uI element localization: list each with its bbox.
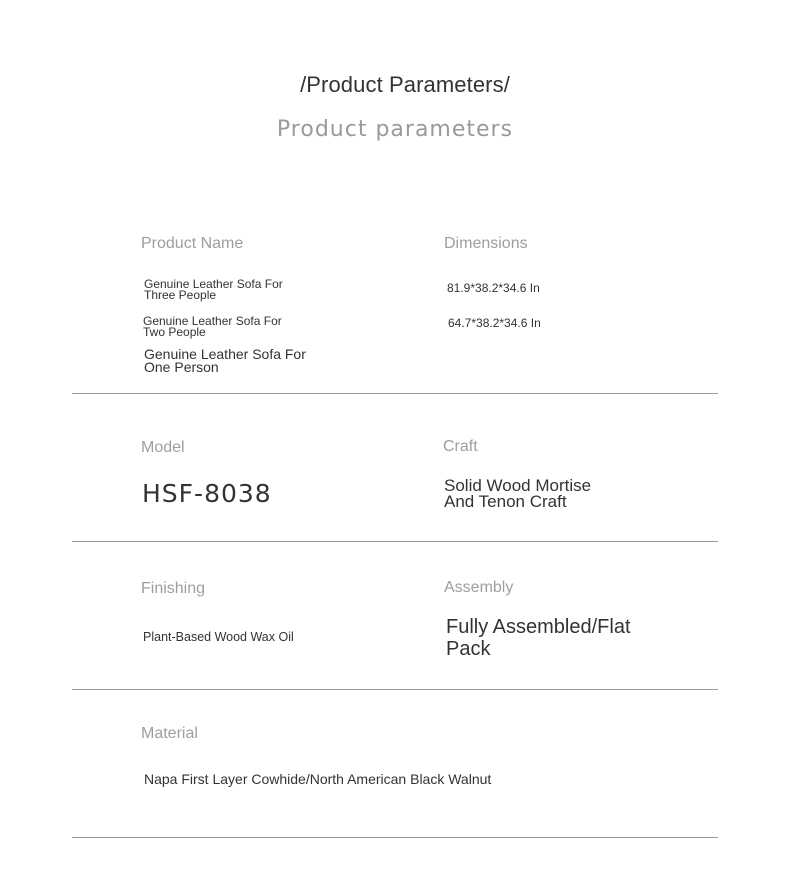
product-name-value-2: [143, 316, 282, 338]
assembly-label: Assembly: [444, 579, 514, 596]
page-subtitle: Product parameters: [276, 117, 514, 142]
divider-1: [72, 393, 718, 394]
material-label: Material: [141, 725, 198, 742]
finishing-label: Finishing: [141, 580, 206, 597]
model-label: Model: [141, 439, 185, 456]
assembly-value-line-1: Fully Assembled/Flat: [446, 616, 631, 638]
craft-value: [444, 478, 591, 510]
product-name-value-1-line-2: Three People: [144, 288, 217, 302]
page-title: /Product Parameters/: [300, 72, 510, 97]
divider-2: [72, 541, 718, 542]
assembly-value-line-2: Pack: [446, 638, 491, 660]
assembly-value: [446, 616, 631, 660]
divider-3: [72, 689, 718, 690]
model-value: HSF-8038: [142, 479, 272, 508]
product-name-value-1: [144, 279, 283, 301]
dimensions-label: Dimensions: [444, 235, 528, 252]
product-name-value-3-line-1: Genuine Leather Sofa For: [144, 346, 306, 362]
dimensions-value-2: 64.7*38.2*34.6 In: [448, 316, 541, 330]
product-name-value-3-line-2: One Person: [144, 359, 219, 375]
finishing-value: Plant-Based Wood Wax Oil: [143, 630, 294, 644]
material-value: Napa First Layer Cowhide/North American Black Walnut: [144, 771, 492, 787]
craft-label: Craft: [443, 438, 478, 455]
product-name-value-1-line-1: Genuine Leather Sofa For: [144, 277, 283, 291]
dimensions-value-1: 81.9*38.2*34.6 In: [447, 281, 540, 295]
product-name-label: Product Name: [141, 235, 244, 252]
product-name-value-3: [144, 348, 306, 374]
craft-value-line-1: Solid Wood Mortise: [444, 476, 592, 495]
product-name-value-2-line-2: Two People: [143, 325, 206, 339]
craft-value-line-2: And Tenon Craft: [444, 492, 567, 511]
divider-4: [72, 837, 718, 838]
product-name-value-2-line-1: Genuine Leather Sofa For: [143, 314, 282, 328]
